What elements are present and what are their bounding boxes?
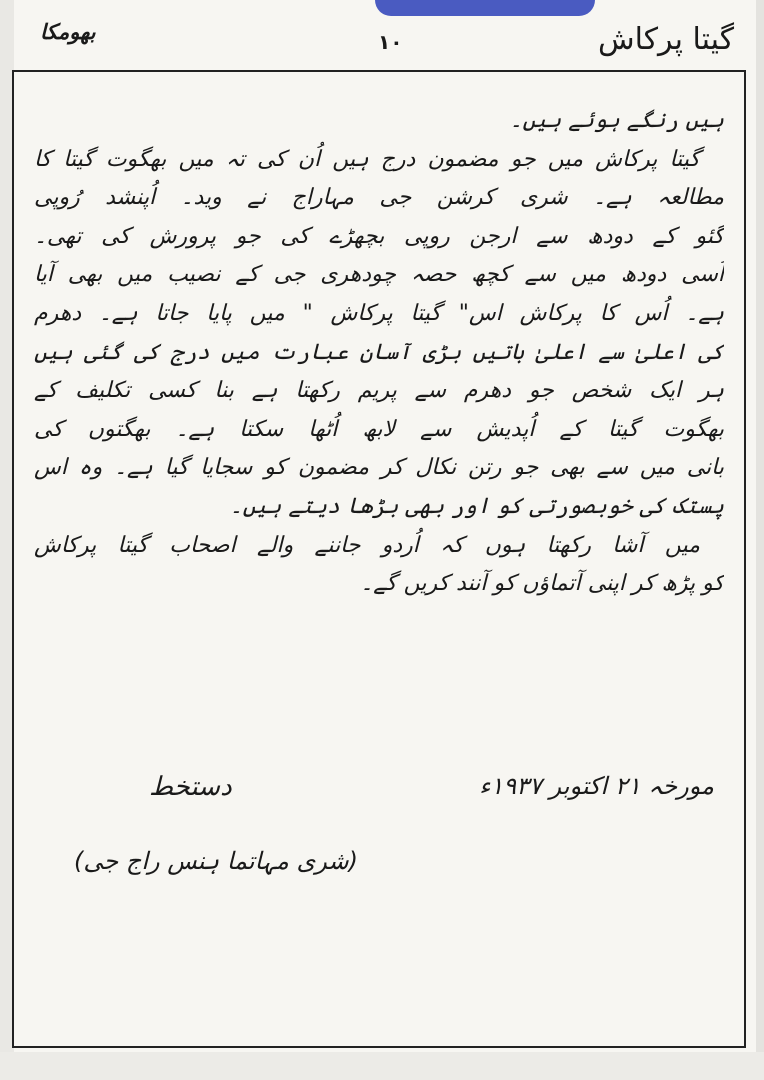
text-line: ہر ایک شخص جو دھرم سے پریم رکھتا ہے بنا کسی تکلیف کے bbox=[34, 378, 724, 404]
text-line: بھگوت گیتا کے اُپدیش سے لابھ اُٹھا سکتا ہے۔ بھگتوں کی bbox=[34, 416, 724, 442]
page-edge-bottom bbox=[0, 1052, 764, 1080]
text-line: ہے۔ اُس کا پرکاش اس" گیتا پرکاش " میں پایا جاتا ہے۔ دھرم bbox=[34, 300, 724, 326]
page-number: ١٠ bbox=[378, 30, 403, 54]
text-line: گئو کے دودھ سے ارجن روپی بچھڑے کی جو پرورش کی تھی۔ bbox=[34, 223, 724, 249]
text-line: گیتا پرکاش میں جو مضمون درج ہیں اُن کی تہ میں بھگوت گیتا کا bbox=[34, 146, 700, 172]
text-line: میں آشا رکھتا ہوں کہ اُردو جاننے والے اصحاب گیتا پرکاش bbox=[34, 532, 700, 558]
text-line: ہیں رنگے ہوئے ہیں۔ bbox=[509, 108, 724, 133]
running-title-left: بھومکا bbox=[40, 20, 96, 44]
page-edge-right bbox=[756, 0, 764, 1080]
text-line: اُسی دودھ میں سے کچھ حصہ چودھری جی کے نصیب میں بھی آیا bbox=[34, 262, 724, 288]
text-line: پستک کی خوبصورتی کو اور بھی بڑھا دیتے ہیں۔ bbox=[229, 493, 724, 519]
text-line: کو پڑھ کر اپنی آتماؤں کو آنند کریں گے۔ bbox=[360, 571, 724, 597]
text-frame bbox=[12, 70, 746, 1048]
signature-label: دستخط bbox=[149, 772, 232, 802]
running-title-right: گیتا پرکاش bbox=[597, 22, 734, 57]
ink-stain bbox=[375, 0, 595, 16]
text-line: مطالعہ ہے۔ شری کرشن جی مہاراج نے وید۔ اُپنشد رُوپی bbox=[34, 185, 724, 211]
signatory-name: (شری مہاتما ہنس راج جی) bbox=[74, 847, 358, 875]
date: مورخہ ۲۱ اکتوبر ۱۹۳۷ء bbox=[479, 772, 714, 800]
text-line: کی اعلیٰ سے اعلیٰ باتیں بڑی آسان عبارت میں درج کی گئی ہیں bbox=[34, 339, 724, 365]
text-line: بانی میں سے بھی جو رتن نکال کر مضمون کو سجایا گیا ہے۔ وہ اس bbox=[34, 455, 724, 481]
body-text bbox=[34, 102, 724, 604]
